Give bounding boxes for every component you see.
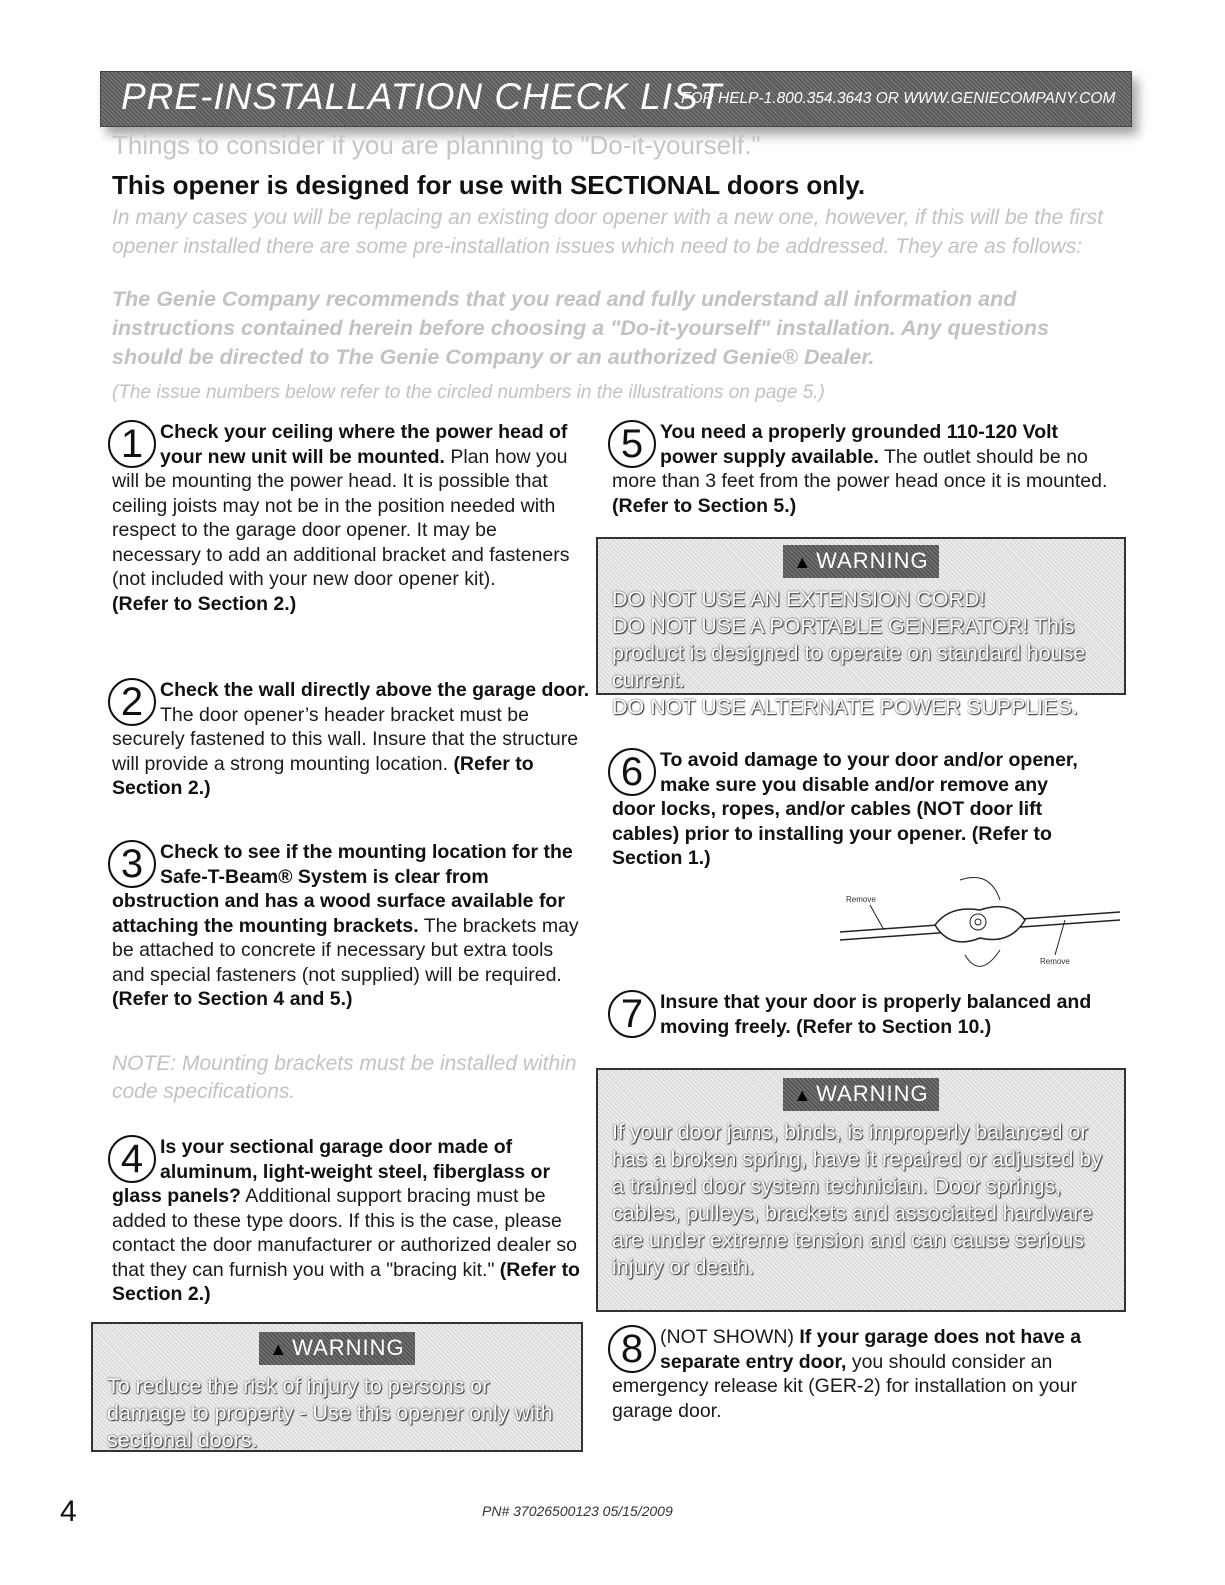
item-3-ref: (Refer to Section 4 and 5.) (112, 988, 353, 1010)
door-warning-box (596, 1068, 1126, 1312)
item-1-heading: Check your ceiling where the power head of your new unit will be mounted. (160, 421, 568, 468)
designed-heading: This opener is designed for use with SECTIONAL doors only. (112, 170, 866, 200)
checklist-item-5 (612, 420, 1112, 518)
issue-note: (The issue numbers below refer to the circled numbers in the illustrations on page 5.) (112, 382, 825, 403)
item-2-ref: (Refer to Section 2.) (112, 752, 534, 799)
checklist-item-1 (112, 420, 582, 616)
item-2-heading: Check the wall directly above the garage door. (160, 679, 590, 701)
checklist-item-2 (112, 678, 592, 801)
intro-paragraph: In many cases you will be replacing an existing door opener with a new one, however, if this will be the first opener installed there are some pre-installation issues which need to be addressed. They are as follows: (112, 206, 1104, 258)
mounting-note: NOTE: Mounting brackets must be installed within code specifications. (112, 1052, 577, 1103)
item-1-text: Plan how you will be mounting the power head. It is possible that ceiling joists may not be in the position needed with respect to the garage door opener. It may be necessary to add an additional bracket and fasteners (not included with your new door opener kit). (112, 445, 570, 590)
power-warning-line-2: DO NOT USE A PORTABLE GENERATOR! This product is designed to operate on standard house current. (612, 614, 1086, 692)
number-5-icon: 5 (608, 420, 656, 468)
number-4-icon: 4 (108, 1135, 156, 1183)
item-6-heading: To avoid damage to your door and/or opener, make sure you disable and/or remove any door locks, ropes, and/or cables (NOT door lift cables) prior to installing your opener. (612, 749, 1078, 845)
door-lock-diagram (840, 870, 1120, 985)
page-number: 4 (60, 1495, 77, 1528)
warning-label: ▲ WARNING (783, 545, 938, 578)
item-8-heading: If your garage does not have a separate entry door, (660, 1326, 1082, 1373)
warning-label: ▲ WARNING (783, 1078, 938, 1111)
consider-heading: Things to consider if you are planning to "Do-it-yourself." (112, 130, 761, 160)
item-6-ref: (Refer to Section 1.) (612, 822, 1052, 869)
header-banner (100, 71, 1132, 127)
item-8-prefix: (NOT SHOWN) (660, 1326, 800, 1348)
checklist-item-6 (612, 748, 1092, 871)
item-5-text: The outlet should be no more than 3 feet from the power head once it is mounted. (612, 445, 1108, 492)
power-warning-line-1: DO NOT USE AN EXTENSION CORD! (612, 587, 986, 611)
power-warning-box (596, 537, 1126, 719)
number-6-icon: 6 (608, 748, 656, 796)
checklist-item-3 (112, 840, 582, 1012)
item-4-text: Additional support bracing must be added to these type doors. If this is the case, please contact the door manufacturer or authorized dealer so that they can furnish you with a "bracing kit." (112, 1185, 578, 1281)
number-3-icon: 3 (108, 840, 156, 888)
help-contact: FOR HELP-1.800.354.3643 OR WWW.GENIECOMPANY.COM (681, 90, 1116, 107)
item-5-heading: You need a properly grounded 110-120 Volt power supply available. (660, 421, 1059, 468)
item-8-text: you should consider an emergency release kit (GER-2) for installation on your garage door. (612, 1350, 1077, 1422)
number-7-icon: 7 (608, 990, 656, 1038)
part-number-date: PN# 37026500123 05/15/2009 (482, 1503, 673, 1519)
warning-triangle-icon: ▲ (793, 552, 813, 572)
item-5-ref: (Refer to Section 5.) (612, 494, 797, 517)
page-title: PRE-INSTALLATION CHECK LIST (121, 76, 723, 117)
item-3-heading: Check to see if the mounting location for the Safe-T-Beam® System is clear from obstruction and has a wood surface available for attaching the mounting brackets. (112, 841, 573, 937)
number-1-icon: 1 (108, 420, 156, 468)
item-4-heading: Is your sectional garage door made of aluminum, light-weight steel, fiberglass or glass panels? (112, 1136, 551, 1207)
item-2-text: The door opener’s header bracket must be securely fastened to this wall. Insure that the structure will provide a strong mounting location. (112, 703, 579, 775)
warning-triangle-icon: ▲ (793, 1085, 813, 1105)
warning-triangle-icon: ▲ (269, 1339, 289, 1359)
checklist-item-7 (612, 990, 1112, 1039)
remove-label-right: Remove (1040, 957, 1070, 966)
remove-label-left: Remove (846, 895, 876, 904)
number-8-icon: 8 (608, 1325, 656, 1373)
item-4-ref: (Refer to Section 2.) (112, 1258, 580, 1305)
checklist-item-4 (112, 1135, 592, 1307)
power-warning-line-3: DO NOT USE ALTERNATE POWER SUPPLIES. (612, 695, 1078, 719)
number-2-icon: 2 (108, 678, 156, 726)
warning-label: ▲ WARNING (259, 1332, 414, 1365)
sectional-warning-box (91, 1322, 583, 1452)
item-1-ref: (Refer to Section 2.) (112, 592, 297, 615)
door-warning-text: If your door jams, binds, is improperly balanced or has a broken spring, have it repaired or adjusted by a trained door system technician. Door springs, cables, pulleys, brackets and associated hardware are under extreme tension and can cause serious injury or death. (612, 1120, 1103, 1279)
checklist-item-8 (612, 1325, 1122, 1423)
item-3-text: The brackets may be attached to concrete if necessary but extra tools and special fasteners (not supplied) will be required. (112, 914, 579, 986)
recommend-paragraph: The Genie Company recommends that you read and fully understand all information and instructions contained herein before choosing a "Do-it-yourself" installation. Any questions should be directed to The Genie Company or an authorized Genie® Dealer. (112, 287, 1050, 369)
item-7-heading: Insure that your door is properly balanced and moving freely. (Refer to Section 10.) (660, 991, 1092, 1038)
sectional-warning-text: To reduce the risk of injury to persons or damage to property - Use this opener only with sectional doors. (107, 1374, 553, 1452)
